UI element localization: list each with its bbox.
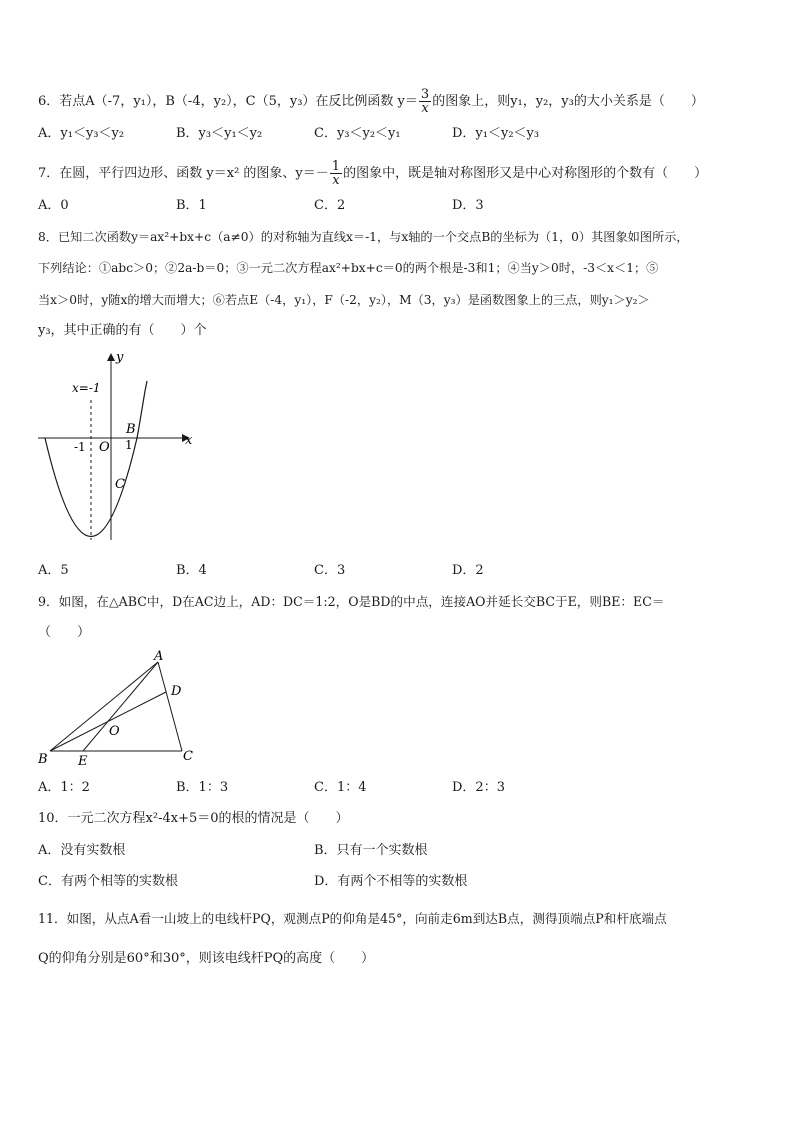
question-7-stem <box>38 160 707 187</box>
q6-option-b: B．y₃＜y₁＜y₂ <box>176 126 263 141</box>
segment-ae <box>83 662 158 751</box>
label-x: x <box>185 433 193 448</box>
q8-option-b: B．4 <box>176 563 207 578</box>
question-8-line-4: y₃，其中正确的有（ ）个 <box>38 323 207 338</box>
q7-fraction: $\frac{1}{x}$ <box>331 159 341 188</box>
q7-option-c: C．2 <box>314 198 346 213</box>
label-e: E <box>78 754 88 769</box>
q10-option-b: B．只有一个实数根 <box>314 843 428 858</box>
label-symmetry-axis: x=-1 <box>72 381 101 395</box>
segment-ac <box>158 662 182 751</box>
q7-text-pre: 7．在圆，平行四边形、函数 y＝x² 的图象、y＝－ <box>38 166 329 181</box>
q10-option-a: A．没有实数根 <box>38 843 126 858</box>
label-neg-one: -1 <box>74 440 86 454</box>
q6-fraction: $\frac{3}{x}$ <box>420 87 430 116</box>
q9-option-b: B．1：3 <box>176 780 229 795</box>
q10-option-c: C．有两个相等的实数根 <box>38 874 178 889</box>
question-6-stem <box>38 88 704 115</box>
q6-text-post: 的图象上，则y₁，y₂，y₃的大小关系是（ ） <box>432 94 704 109</box>
question-11-line-2: Q的仰角分别是60°和30°，则该电线杆PQ的高度（ ） <box>38 951 375 966</box>
question-8-line-2: 下列结论：①abc＞0；②2a-b＝0；③一元二次方程ax²+bx+c＝0的两个根是-3和1；④当y＞0时，-3＜x＜1；⑤ <box>38 261 659 275</box>
q10-option-d: D．有两个不相等的实数根 <box>314 874 468 889</box>
question-8-line-3: 当x＞0时，y随x的增大而增大；⑥若点E（-4，y₁），F（-2，y₂），M（3，y₃）是函数图象上的三点，则y₁＞y₂＞ <box>38 293 650 307</box>
q8-option-d: D．2 <box>452 563 484 578</box>
label-origin: O <box>99 440 110 455</box>
label-a: A <box>154 649 164 664</box>
q9-option-d: D．2：3 <box>452 780 505 795</box>
q7-option-d: D．3 <box>452 198 484 213</box>
label-d: D <box>171 684 182 699</box>
q7-text-post: 的图象中，既是轴对称图形又是中心对称图形的个数有（ ） <box>343 166 708 181</box>
label-point-c: C <box>115 477 125 492</box>
q6-option-a: A．y₁＜y₃＜y₂ <box>38 126 125 141</box>
segment-ba <box>50 662 158 751</box>
label-one: 1 <box>125 438 133 452</box>
q6-option-c: C．y₃＜y₂＜y₁ <box>314 126 401 141</box>
q7-option-b: B．1 <box>176 198 207 213</box>
y-axis-arrow-icon <box>107 353 115 361</box>
question-9-line-2: （ ） <box>38 625 91 640</box>
parabola-curve <box>45 381 147 537</box>
q9-option-c: C．1：4 <box>314 780 367 795</box>
label-o: O <box>109 724 120 739</box>
label-y: y <box>116 350 124 365</box>
question-8-line-1: 8．已知二次函数y＝ax²+bx+c（a≠0）的对称轴为直线x＝-1，与x轴的一个交点B的坐标为（1，0）其图象如图所示， <box>38 230 689 244</box>
q8-parabola-graph <box>30 345 200 550</box>
q9-triangle-figure <box>30 648 210 773</box>
question-9-line-1: 9．如图，在△ABC中，D在AC边上，AD：DC＝1:2，O是BD的中点，连接AO并延长交BC于E，则BE：EC＝ <box>38 594 665 609</box>
q9-option-a: A．1：2 <box>38 780 90 795</box>
q6-option-d: D．y₁＜y₂＜y₃ <box>452 126 540 141</box>
q7-option-a: A．0 <box>38 198 69 213</box>
q8-option-c: C．3 <box>314 563 346 578</box>
question-10-stem: 10．一元二次方程x²-4x+5＝0的根的情况是（ ） <box>38 811 349 826</box>
q6-text-pre: 6．若点A（-7，y₁），B（-4，y₂），C（5，y₃）在反比例函数 y＝ <box>38 94 418 109</box>
label-c: C <box>183 749 193 764</box>
q8-option-a: A．5 <box>38 563 69 578</box>
label-point-b: B <box>126 422 136 437</box>
label-b: B <box>38 752 48 767</box>
question-11-line-1: 11．如图，从点A看一山坡上的电线杆PQ，观测点P的仰角是45°，向前走6m到达B点，测得顶端点P和杆底端点 <box>38 911 667 926</box>
